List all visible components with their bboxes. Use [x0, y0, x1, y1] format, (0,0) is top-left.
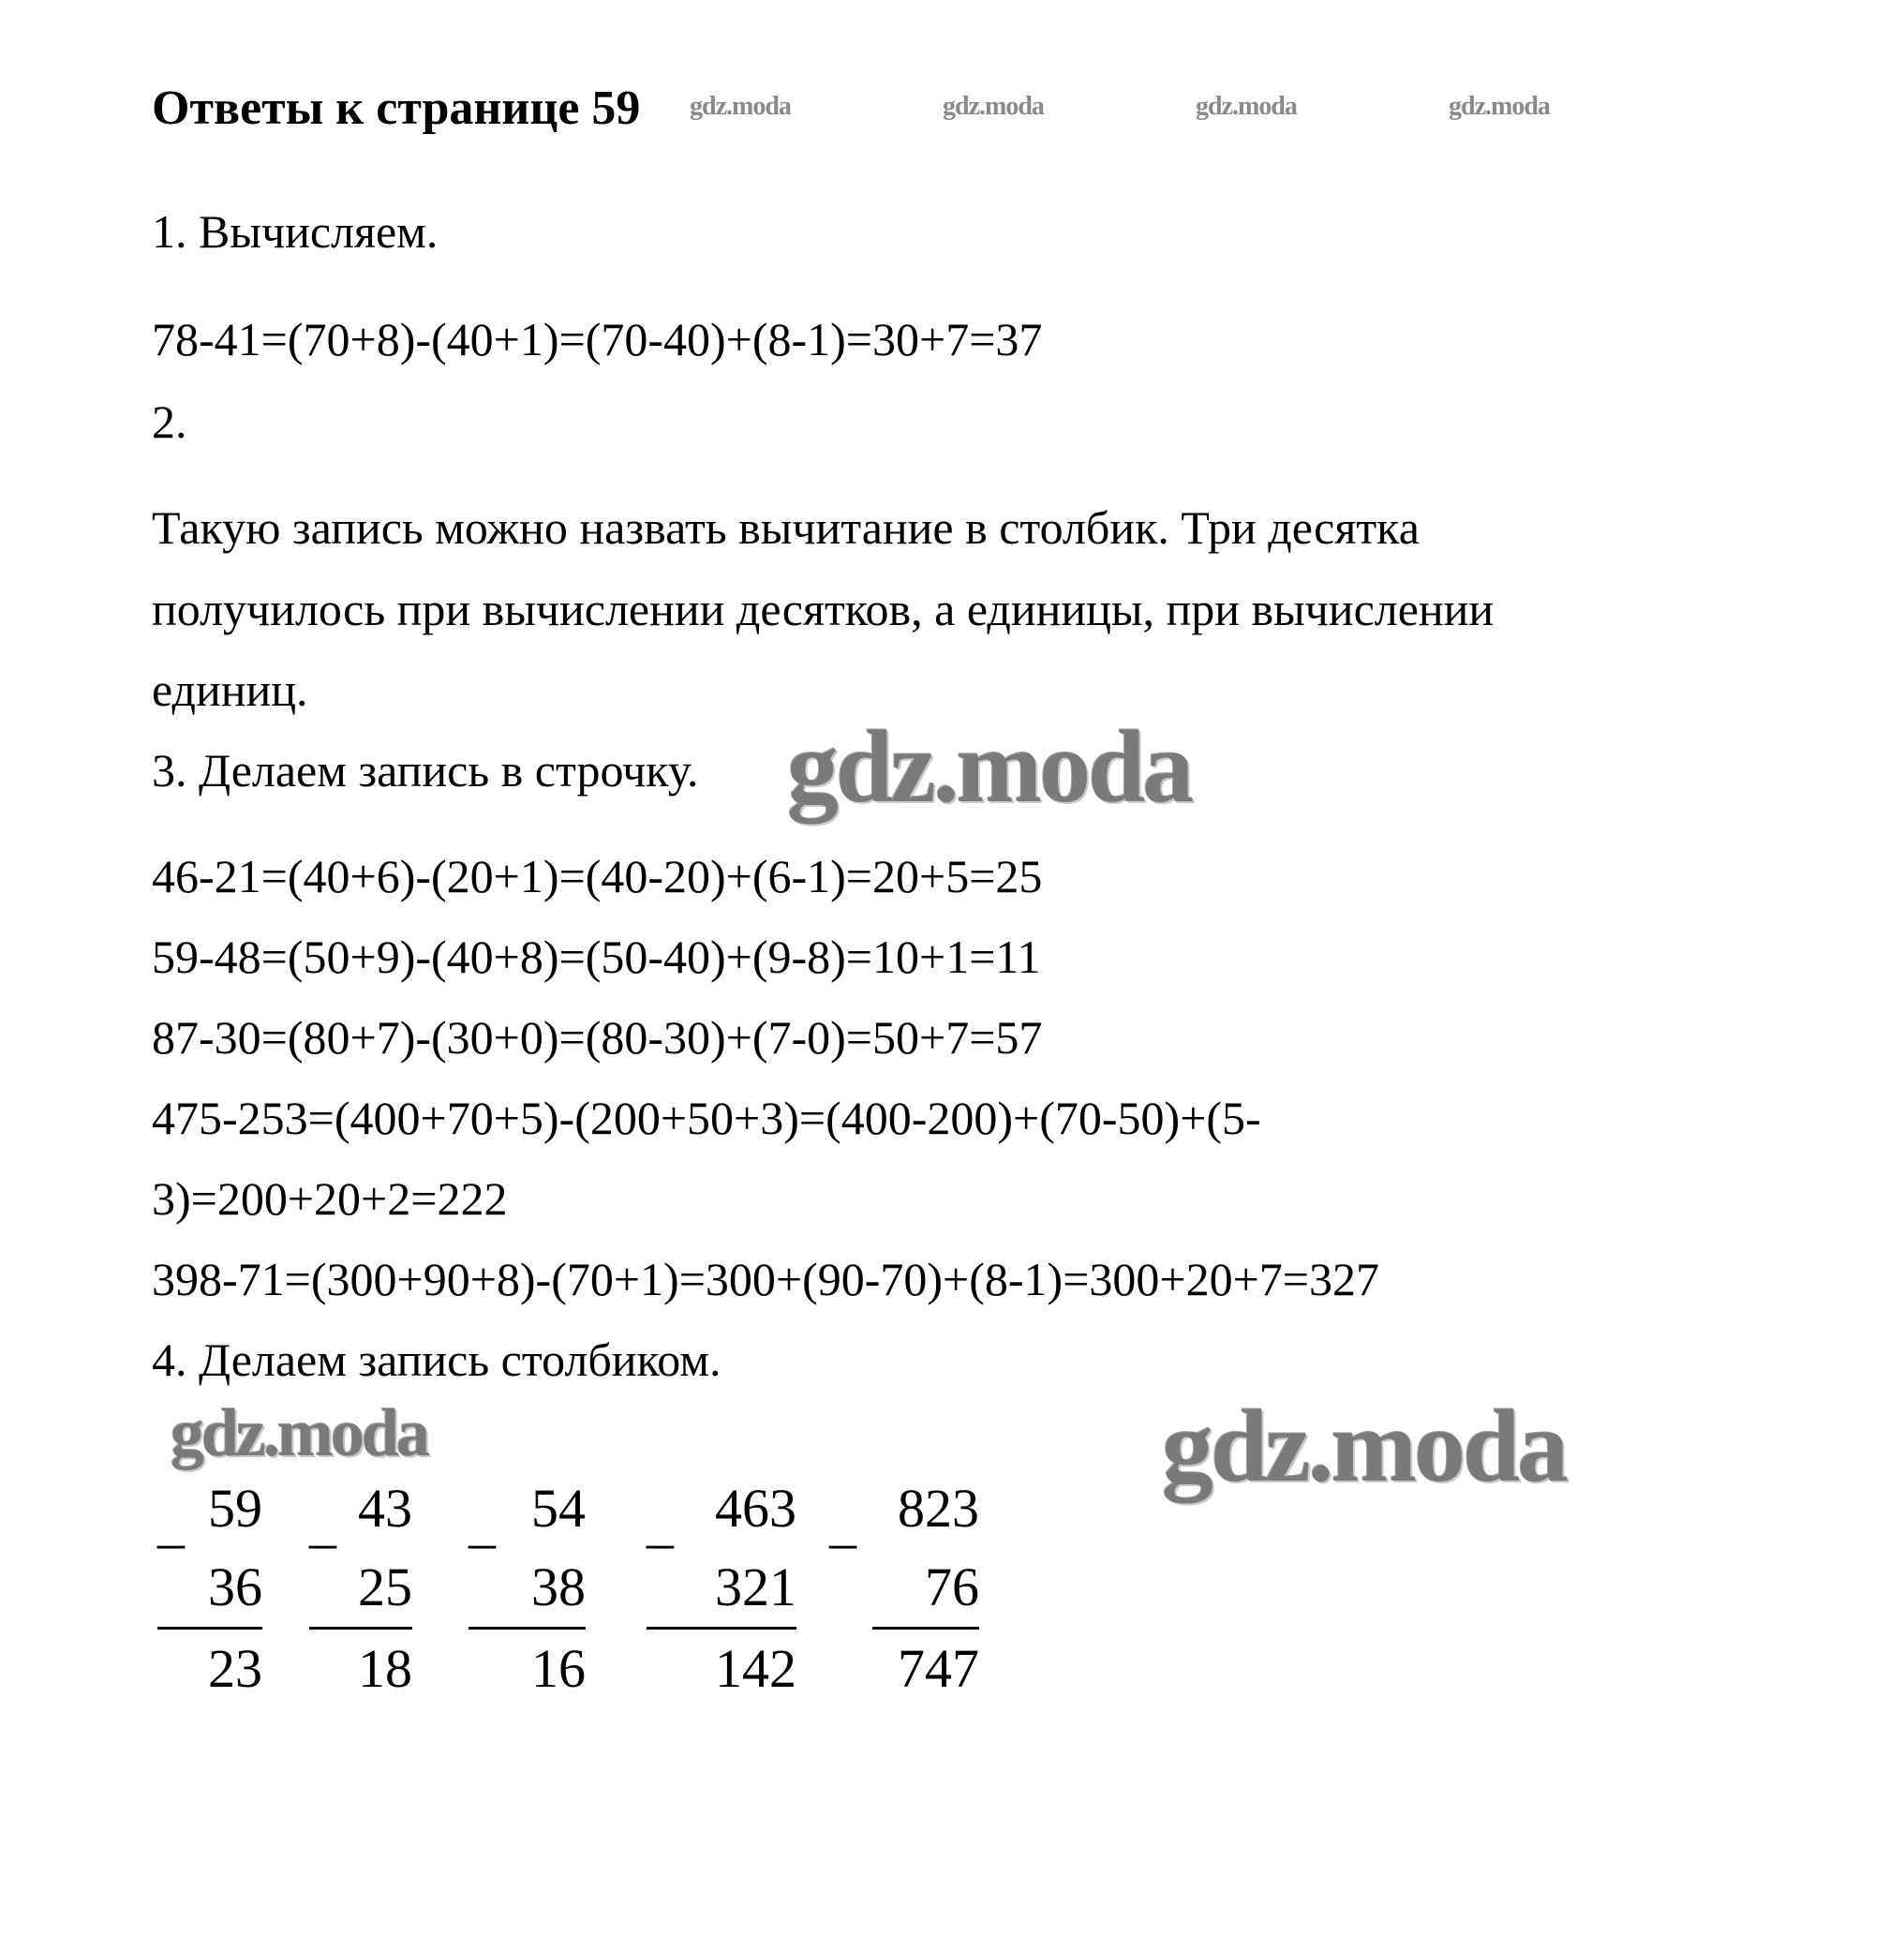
watermark: gdz.moda [690, 92, 791, 121]
subtrahend: 25 [309, 1548, 412, 1630]
subtrahend: 38 [469, 1548, 586, 1630]
subtrahend: 76 [872, 1548, 979, 1630]
task3-equation: 46-21=(40+6)-(20+1)=(40-20)+(6-1)=20+5=25 [152, 850, 1043, 902]
minus-sign: _ [157, 1493, 185, 1554]
task1-heading: 1. Вычисляем. [152, 205, 439, 258]
page-title: Ответы к странице 59 [152, 82, 641, 135]
column-subtraction [157, 1469, 262, 1708]
column-subtraction [309, 1469, 412, 1708]
column-subtraction [469, 1469, 586, 1708]
minuend: 43 [358, 1478, 412, 1539]
task3-equation: 398-71=(300+90+8)-(70+1)=300+(90-70)+(8-1)=300+20+7=327 [152, 1253, 1379, 1305]
watermark: gdz.moda [787, 709, 1192, 824]
task2-heading: 2. [152, 395, 187, 448]
task3-equation: 59-48=(50+9)-(40+8)=(50-40)+(9-8)=10+1=11 [152, 931, 1041, 983]
watermark: gdz.moda [171, 1395, 428, 1470]
minuend: 823 [898, 1478, 979, 1539]
task4-heading: 4. Делаем запись столбиком. [152, 1333, 721, 1386]
result: 23 [208, 1638, 262, 1699]
subtrahend: 321 [647, 1548, 796, 1630]
task2-text-line: единиц. [152, 663, 308, 716]
column-subtraction [829, 1469, 979, 1708]
task2-text-line: Такую запись можно назвать вычитание в столбик. Три десятка [152, 501, 1420, 554]
result: 747 [898, 1638, 979, 1699]
minus-sign: _ [647, 1493, 674, 1554]
minus-sign: _ [309, 1493, 336, 1554]
task1-equation: 78-41=(70+8)-(40+1)=(70-40)+(8-1)=30+7=37 [152, 313, 1043, 365]
result: 18 [358, 1638, 412, 1699]
minus-sign: _ [469, 1493, 496, 1554]
task3-heading: 3. Делаем запись в строчку. [152, 744, 699, 797]
minuend: 59 [208, 1478, 262, 1539]
task3-equation: 475-253=(400+70+5)-(200+50+3)=(400-200)+(70-50)+(5- [152, 1092, 1261, 1144]
minus-sign: _ [829, 1493, 856, 1554]
minuend: 54 [531, 1478, 586, 1539]
watermark: gdz.moda [943, 92, 1044, 121]
watermark: gdz.moda [1196, 92, 1297, 121]
minuend: 463 [715, 1478, 796, 1539]
result: 16 [531, 1638, 586, 1699]
watermark: gdz.moda [1449, 92, 1550, 121]
result: 142 [715, 1638, 796, 1699]
task3-equation: 3)=200+20+2=222 [152, 1172, 508, 1225]
watermark: gdz.moda [1162, 1389, 1567, 1503]
task3-equation: 87-30=(80+7)-(30+0)=(80-30)+(7-0)=50+7=57 [152, 1011, 1043, 1064]
column-subtraction [647, 1469, 796, 1708]
subtrahend: 36 [157, 1548, 262, 1630]
task2-text-line: получилось при вычислении десятков, а единицы, при вычислении [152, 583, 1495, 635]
